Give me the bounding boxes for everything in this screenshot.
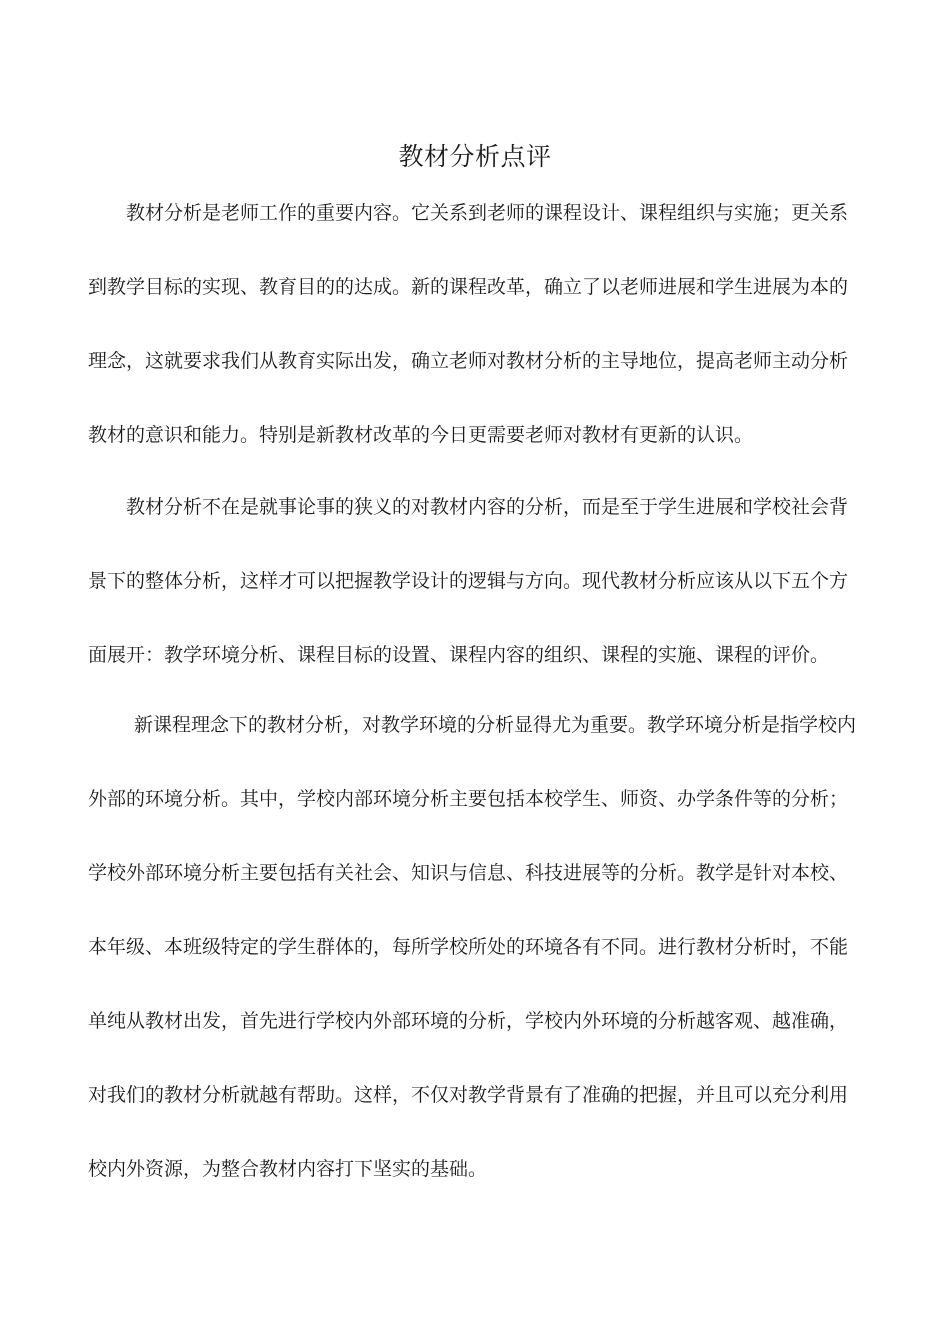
paragraph-2: 教材分析不在是就事论事的狭义的对教材内容的分析，而是至于学生进展和学校社会背景下的整体分析，这样才可以把握教学设计的逻辑与方向。现代教材分析应该从以下五个方面展开：教学环境分析、课程目标的设置、课程内容的组织、课程的实施、课程的评价。 — [88, 496, 849, 666]
paragraph-1: 教材分析是老师工作的重要内容。它关系到老师的课程设计、课程组织与实施；更关系到教学目标的实现、教育目的的达成。新的课程改革，确立了以老师进展和学生进展为本的理念，这就要求我们从教育实际出发，确立老师对教材分析的主导地位，提高老师主动分析教材的意识和能力。特别是新教材改革的今日更需要老师对教材有更新的认识。 — [88, 202, 849, 446]
document-title: 教材分析点评 — [398, 142, 552, 171]
paragraph-3: 新课程理念下的教材分析，对教学环境的分析显得尤为重要。教学环境分析是指学校内外部的环境分析。其中，学校内部环境分析主要包括本校学生、师资、办学条件等的分析；学校外部环境分析主要包括有关社会、知识与信息、科技进展等的分析。教学是针对本校、本年级、本班级特定的学生群体的，每所学校所处的环境各有不同。进行教材分析时，不能单纯从教材出发，首先进行学校内外部环境的分析，学校内外环境的分析越客观、越准确，对我们的教材分析就越有帮助。这样，不仅对教学背景有了准确的把握，并且可以充分利用校内外资源，为整合教材内容打下坚实的基础。 — [88, 714, 857, 1180]
